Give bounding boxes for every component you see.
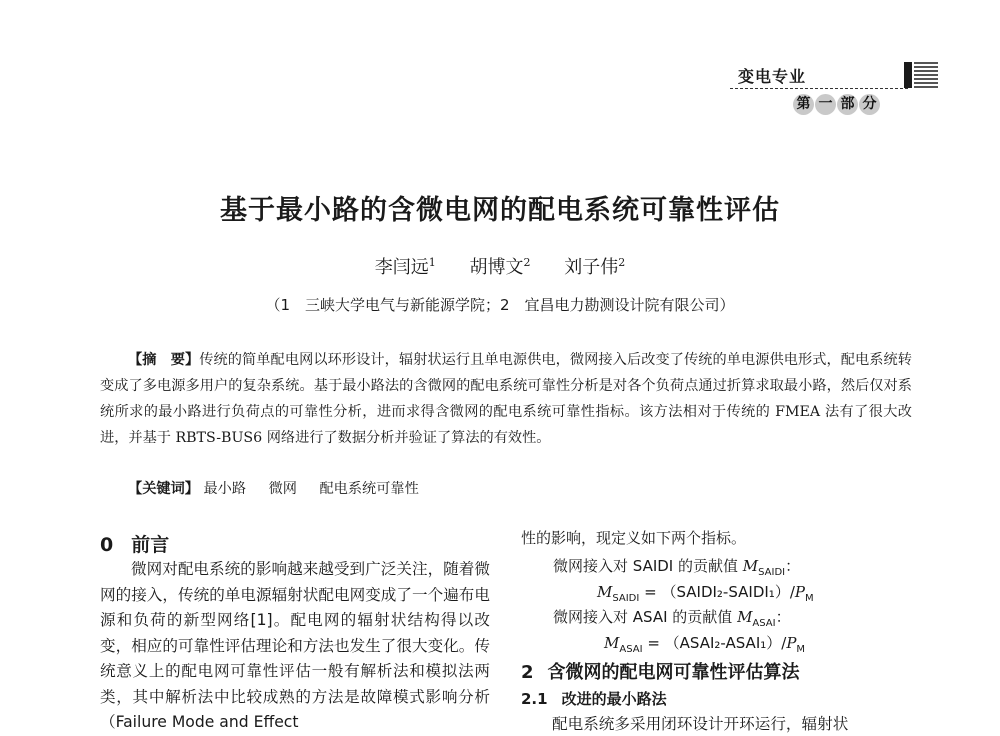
saidi-intro [553, 555, 800, 578]
section-0-heading [100, 530, 169, 557]
section-0-body: 微网对配电系统的影响越来越受到广泛关注，随着微网的接入，传统的单电源辐射状配电网变成了一个遍布电源和负荷的新型网络[1]。配电网的辐射状结构得以改变，相应的可靠性评估理论和方法也发生了很大变化。传统意义上的配电网可靠性评估一般有解析法和模拟法两类，其中解析法中比较成熟的方法是故障模式影响分析（Failure Mode and Effect [100, 560, 490, 731]
keyword: 最小路 [203, 481, 247, 497]
header-bar-hatch [914, 62, 938, 88]
abstract-text: 传统的简单配电网以环形设计，辐射状运行且单电源供电，微网接入后改变了传统的单电源供电形式，配电系统转变成了多电源多用户的复杂系统。基于最小路法的含微网的配电系统可靠性分析是对各个负荷点通过折算求取最小路，然后仅对系统所求的最小路进行负荷点的可靠性分析，进而求得含微网的配电系统可靠性指标。该方法相对于传统的 FMEA 法有了很大改进，并基于 RBTS-BUS6 网络进行了数据分析并验证了算法的有效性。 [100, 352, 912, 446]
author-name: 李闫远 [374, 257, 429, 278]
part-badges [793, 94, 880, 115]
author-affil-sup: 2 [618, 256, 626, 269]
keyword: 配电系统可靠性 [319, 481, 419, 497]
author-name: 刘子伟 [564, 257, 619, 278]
section-title: 前言 [131, 534, 170, 556]
header-divider [730, 88, 908, 89]
abstract [100, 347, 912, 451]
section-number: 2 [521, 662, 534, 683]
section-2-1-body: 配电系统多采用闭环设计开环运行，辐射状 [552, 715, 849, 733]
affiliation: （1 三峡大学电气与新能源学院；2 宜昌电力勘测设计院有限公司） [265, 296, 735, 314]
keywords [128, 478, 437, 498]
sub-saidi: SAIDI [758, 567, 786, 578]
symbol-p: P [794, 583, 805, 601]
asai-intro [553, 606, 791, 629]
abstract-tag: 【摘 要】 [128, 352, 200, 368]
paper-title: 基于最小路的含微电网的配电系统可靠性评估 [220, 195, 780, 226]
sub-asai: ASAI [619, 644, 643, 655]
section-2-1-heading [521, 688, 667, 709]
asai-intro-text: 微网接入对 ASAI 的贡献值 [553, 608, 738, 626]
author [375, 257, 436, 278]
sub-m: M [804, 593, 814, 604]
author-name: 胡博文 [469, 257, 524, 278]
symbol-m: M [604, 634, 620, 652]
asai-formula [604, 632, 805, 655]
author-affil-sup: 1 [428, 256, 436, 269]
saidi-intro-text: 微网接入对 SAIDI 的贡献值 [553, 557, 743, 575]
symbol-m: M [742, 557, 759, 575]
sub-saidi: SAIDI [612, 593, 640, 604]
sub-m: M [796, 644, 806, 655]
sub-asai: ASAI [752, 618, 776, 629]
keywords-tag: 【关键词】 [128, 481, 199, 497]
subsection-title: 改进的最小路法 [561, 690, 667, 708]
part-badge: 分 [859, 94, 880, 115]
symbol-p: P [786, 634, 797, 652]
saidi-formula-text: = （SAIDI₂-SAIDI₁）/ [644, 583, 795, 601]
symbol-m: M [597, 583, 613, 601]
subsection-number: 2.1 [521, 690, 548, 708]
right-col-continuation: 性的影响，现定义如下两个指标。 [521, 529, 747, 547]
section-2-heading [521, 658, 800, 684]
section-title: 含微网的配电网可靠性评估算法 [547, 662, 800, 683]
author-list [0, 253, 1000, 279]
keyword: 微网 [268, 481, 297, 497]
part-badge: 一 [815, 94, 836, 115]
colon: ： [775, 608, 791, 626]
colon: ： [785, 557, 801, 575]
header-bar-block [904, 62, 912, 88]
section-label: 变电专业 [738, 67, 807, 86]
author [470, 257, 531, 278]
part-badge: 第 [793, 94, 814, 115]
saidi-formula [597, 581, 814, 604]
section-number: 0 [100, 534, 114, 556]
symbol-m: M [737, 608, 753, 626]
author-affil-sup: 2 [523, 256, 531, 269]
author [564, 257, 625, 278]
asai-formula-text: = （ASAI₂-ASAI₁）/ [647, 634, 787, 652]
part-badge: 部 [837, 94, 858, 115]
